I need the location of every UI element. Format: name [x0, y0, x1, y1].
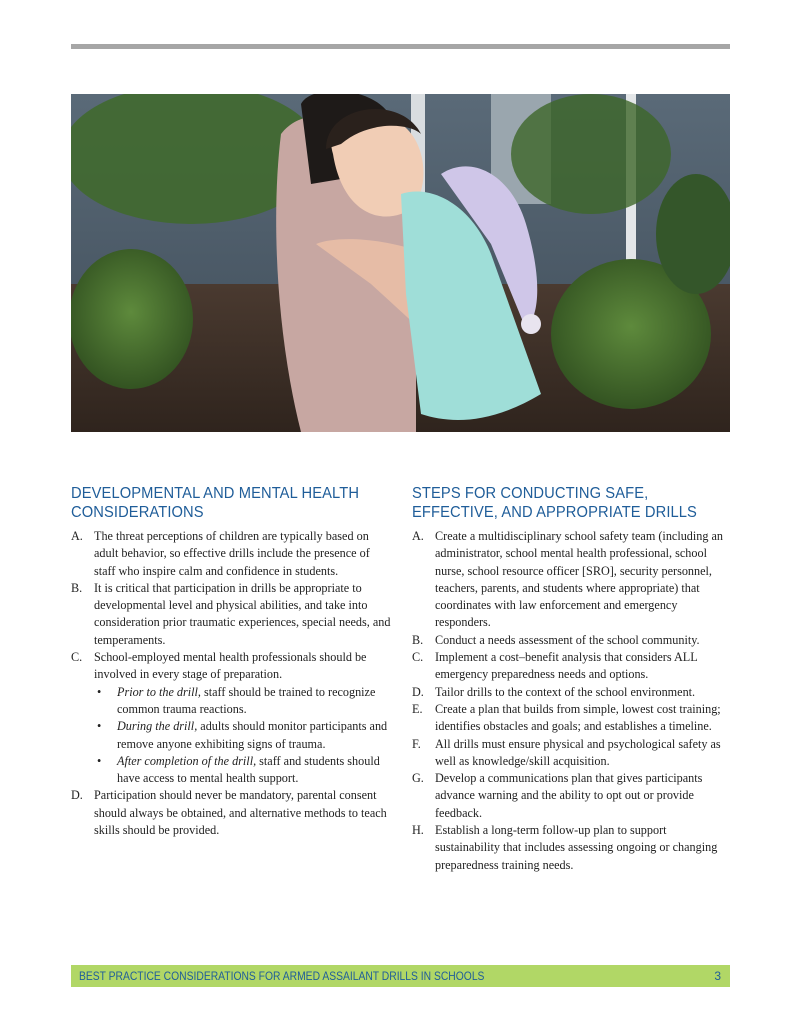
footer-bar — [71, 965, 730, 987]
list-item-text: Conduct a needs assessment of the school community. — [435, 632, 700, 647]
list-item — [71, 787, 391, 839]
right-column — [412, 484, 732, 874]
list-marker: G. — [412, 771, 424, 786]
list-item-text: Participation should never be mandatory, parental consent should always be obtained, and alternative methods to teach skills should be provided. — [94, 788, 387, 838]
list-marker: C. — [71, 650, 83, 665]
list-marker: A. — [71, 529, 83, 543]
list-item-text: The threat perceptions of children are typically based on adult behavior, so effective drills include the presence of staff who inspire calm and confidence in students. — [94, 529, 370, 578]
list-item-text: Create a plan that builds from simple, lowest cost training; identifies obstacles and goals; and establishes a timeline. — [435, 701, 721, 734]
bullet-icon: • — [97, 719, 102, 734]
list-marker: B. — [412, 632, 424, 647]
sub-item-emphasis: Prior to the drill, — [117, 684, 201, 699]
list-item — [412, 684, 732, 701]
bullet-icon: • — [97, 684, 102, 699]
list-item-text: School-employed mental health professionals should be involved in every stage of preparation. — [94, 650, 367, 682]
page-number: 3 — [714, 969, 721, 983]
sub-item-emphasis: After completion of the drill, — [117, 753, 257, 768]
list-item — [412, 770, 732, 822]
list-item-text: Implement a cost–benefit analysis that considers ALL emergency preparedness needs and options. — [435, 650, 698, 682]
sub-list-item — [94, 718, 391, 753]
list-item-text: Tailor drills to the context of the school environment. — [435, 684, 696, 699]
list-item — [412, 632, 732, 649]
list-item — [71, 649, 391, 787]
hero-photo — [71, 94, 730, 432]
sub-list — [94, 684, 391, 788]
list-item-text: Develop a communications plan that gives participants advance warning and the ability to opt out or provide feedback. — [435, 771, 703, 820]
footer-title: BEST PRACTICE CONSIDERATIONS FOR ARMED ASSAILANT DRILLS IN SCHOOLS — [79, 969, 485, 983]
list-item — [412, 528, 732, 632]
top-rule — [71, 44, 730, 49]
list-item-text: Establish a long-term follow-up plan to support sustainability that includes assessing ongoing or changing preparedness training needs. — [435, 823, 718, 872]
list-item — [412, 822, 732, 874]
bullet-icon: • — [97, 753, 102, 768]
sub-item-emphasis: During the drill, — [117, 719, 198, 734]
sub-item-text: staff and students should have access to mental health support. — [117, 753, 380, 786]
list-marker: E. — [412, 701, 423, 716]
sub-list-item — [94, 753, 391, 788]
sub-item-text: adults should monitor participants and remove anyone exhibiting signs of trauma. — [117, 719, 388, 751]
sub-item-text: staff should be trained to recognize common trauma reactions. — [117, 684, 376, 716]
sub-list-item — [94, 684, 391, 719]
list-item — [412, 701, 732, 736]
list-marker: D. — [412, 684, 424, 699]
list-item-text: It is critical that participation in drills be appropriate to developmental level and physical abilities, and take into consideration prior traumatic experiences, special needs, and temperaments. — [94, 580, 391, 647]
right-list — [412, 528, 732, 874]
right-heading: STEPS FOR CONDUCTING SAFE, EFFECTIVE, AND APPROPRIATE DRILLS — [412, 485, 697, 521]
list-marker: F. — [412, 736, 421, 751]
list-marker: H. — [412, 823, 424, 838]
list-item — [412, 736, 732, 771]
list-item — [71, 580, 391, 649]
left-heading: DEVELOPMENTAL AND MENTAL HEALTH CONSIDERATIONS — [71, 485, 360, 521]
list-marker: C. — [412, 650, 424, 665]
list-item — [412, 649, 732, 684]
list-item — [71, 528, 391, 580]
left-column — [71, 484, 391, 839]
list-marker: D. — [71, 788, 83, 803]
left-list — [71, 528, 391, 839]
list-item-text: Create a multidisciplinary school safety team (including an administrator, school mental health professional, school nurse, school resource officer [SRO], security personnel, teachers, parents, and students where appropriate) that coordinates with law enforcement and emergency responders. — [435, 529, 724, 630]
list-item-text: All drills must ensure physical and psychological safety as well as knowledge/skill acquisition. — [435, 736, 721, 768]
list-marker: A. — [412, 529, 424, 543]
list-marker: B. — [71, 580, 83, 595]
